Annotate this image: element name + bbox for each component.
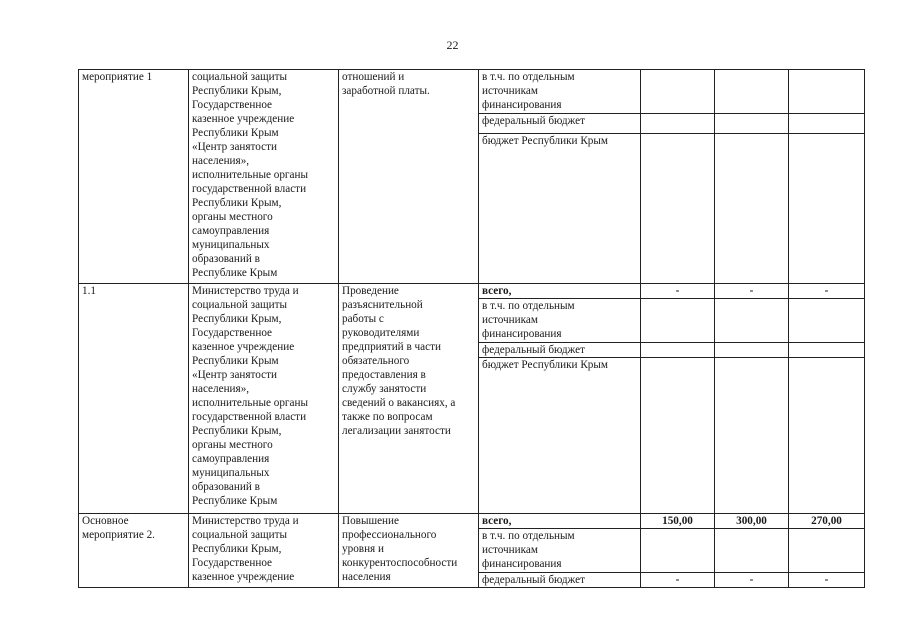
executor-cell: Министерство труда и социальной защиты Республики Крым, Государственное казенное учреждение (189, 514, 339, 588)
value-cell: 270,00 (789, 514, 865, 529)
executor-cell: социальной защиты Республики Крым, Государственное казенное учреждение Республики Крым «Центр занятости населения», исполнительные органы государственной власти Республики Крым, органы местного самоуправления муниципальных образований в Республике Крым (189, 70, 339, 284)
value-cell (641, 343, 715, 358)
value-cell (715, 343, 789, 358)
value-cell (789, 529, 865, 573)
value-cell: 300,00 (715, 514, 789, 529)
measure-cell: мероприятие 1 (79, 70, 189, 284)
value-cell (715, 70, 789, 114)
value-cell (641, 114, 715, 134)
value-cell (715, 299, 789, 343)
source-label: всего, (479, 514, 641, 529)
value-cell: - (789, 573, 865, 588)
measure-cell: 1.1 (79, 284, 189, 514)
content-cell: отношений и заработной платы. (339, 70, 479, 284)
content-cell: Повышение профессионального уровня и конкурентоспособности населения (339, 514, 479, 588)
value-cell (641, 134, 715, 284)
value-cell (789, 70, 865, 114)
program-table (78, 69, 865, 588)
value-cell (641, 299, 715, 343)
measure-cell: Основное мероприятие 2. (79, 514, 189, 588)
source-label: в т.ч. по отдельным источникам финансирования (479, 529, 641, 573)
value-cell: - (715, 284, 789, 299)
source-label: бюджет Республики Крым (479, 134, 641, 284)
table-row (79, 514, 865, 529)
source-label: федеральный бюджет (479, 114, 641, 134)
source-label: в т.ч. по отдельным источникам финансирования (479, 70, 641, 114)
source-label: федеральный бюджет (479, 573, 641, 588)
source-label: в т.ч. по отдельным источникам финансирования (479, 299, 641, 343)
value-cell (715, 114, 789, 134)
value-cell (641, 529, 715, 573)
value-cell (789, 134, 865, 284)
value-cell (715, 529, 789, 573)
value-cell: - (715, 573, 789, 588)
value-cell (789, 358, 865, 514)
source-label: всего, (479, 284, 641, 299)
value-cell (789, 299, 865, 343)
value-cell: 150,00 (641, 514, 715, 529)
table-row (79, 70, 865, 114)
value-cell: - (641, 284, 715, 299)
executor-cell: Министерство труда и социальной защиты Республики Крым, Государственное казенное учреждение Республики Крым «Центр занятости населения», исполнительные органы государственной власти Республики Крым, органы местного самоуправления муниципальных образований в Республике Крым (189, 284, 339, 514)
page-number: 22 (446, 38, 459, 52)
value-cell (789, 343, 865, 358)
source-label: бюджет Республики Крым (479, 358, 641, 514)
content-cell: Проведение разъяснительной работы с руководителями предприятий в части обязательного предоставления в службу занятости сведений о вакансиях, а также по вопросам легализации занятости (339, 284, 479, 514)
value-cell (715, 358, 789, 514)
table-row (79, 284, 865, 299)
value-cell (789, 114, 865, 134)
value-cell: - (641, 573, 715, 588)
value-cell: - (789, 284, 865, 299)
source-label: федеральный бюджет (479, 343, 641, 358)
value-cell (641, 70, 715, 114)
value-cell (641, 358, 715, 514)
value-cell (715, 134, 789, 284)
